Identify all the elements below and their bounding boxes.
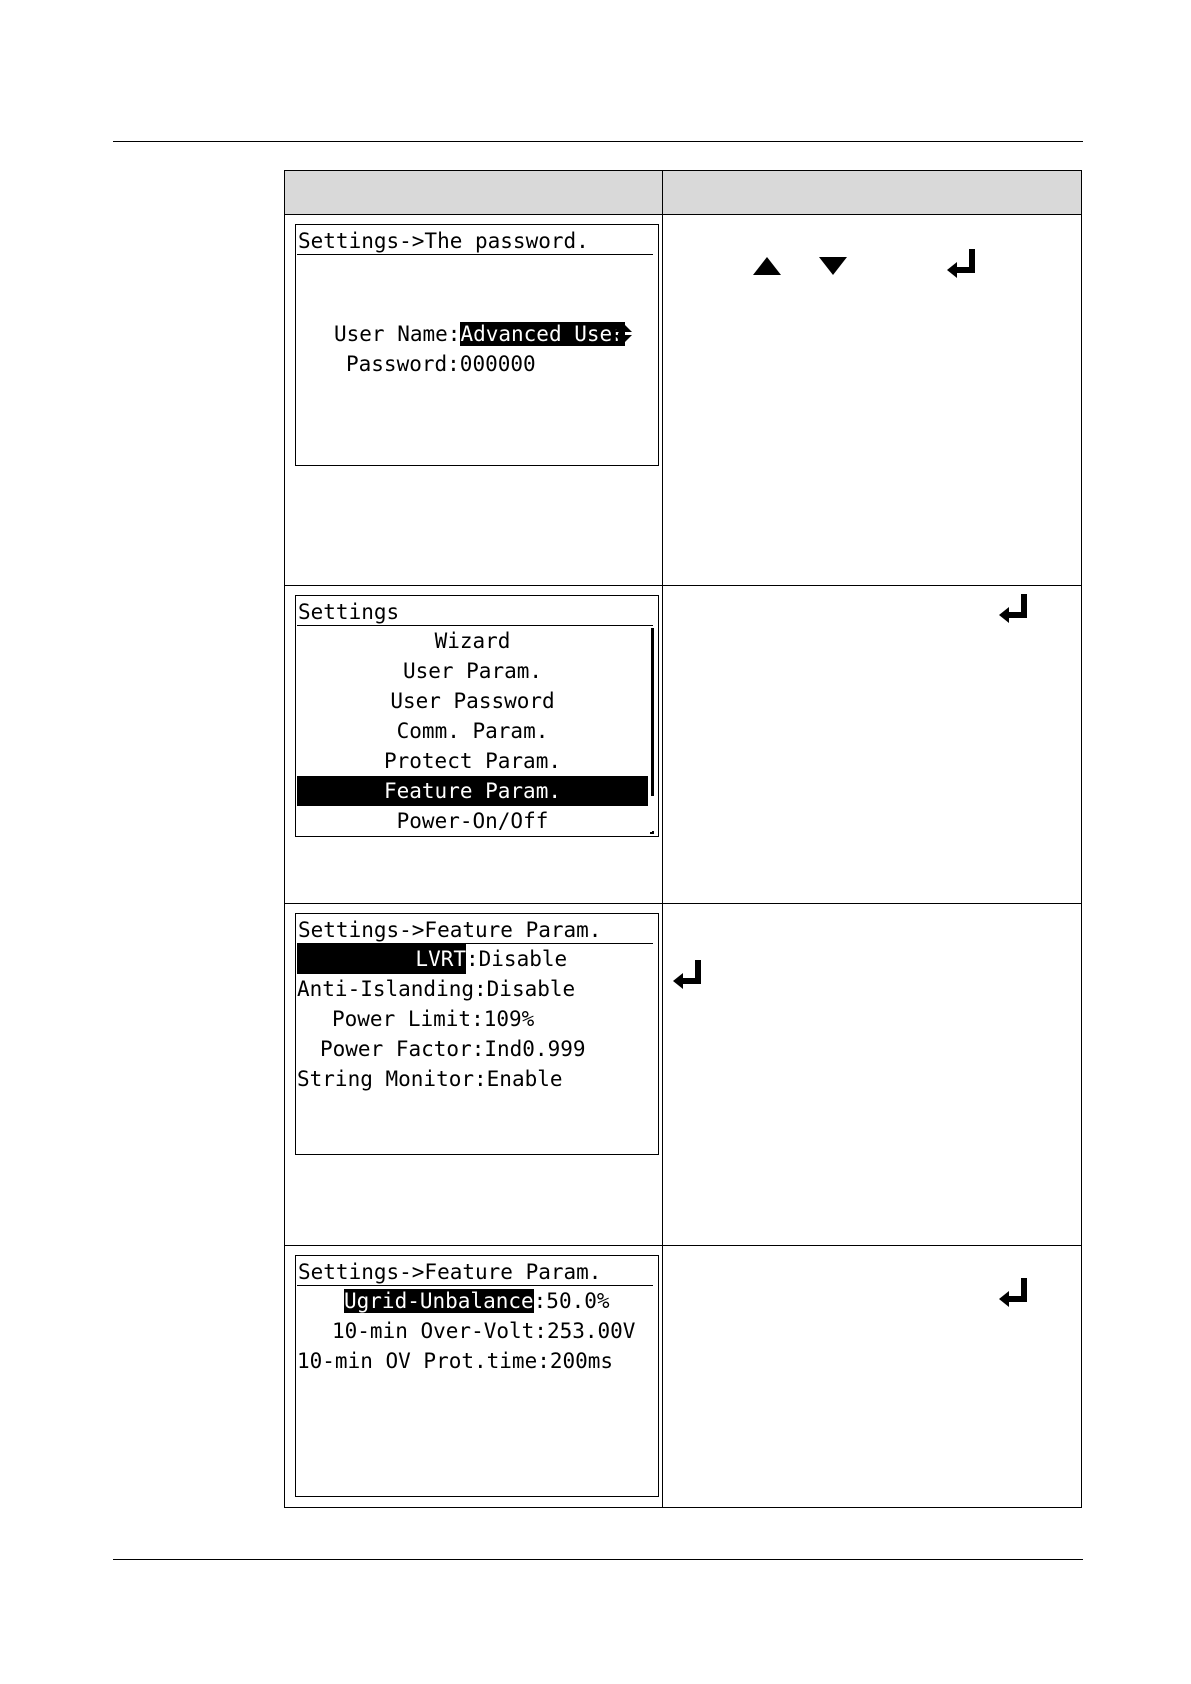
param-row-power-factor[interactable]: [320, 1034, 586, 1064]
param-value: :109%: [471, 1007, 535, 1031]
menu-item-wizard[interactable]: Wizard: [434, 629, 511, 653]
screen-cell: [285, 904, 663, 1246]
screen-cell: [285, 1246, 663, 1508]
param-label: Anti-Islanding: [297, 977, 475, 1001]
menu-item-feature-param[interactable]: Feature Param.: [297, 776, 648, 806]
screen-title: Settings->Feature Param.: [297, 1257, 653, 1286]
menu-item-user-param[interactable]: User Param.: [402, 659, 543, 683]
screen-cell: [285, 215, 663, 586]
table-header-screen: [285, 171, 663, 215]
description-cell: [663, 1246, 1082, 1508]
up-arrow-icon: [753, 257, 781, 275]
footer-rule: [113, 1559, 1083, 1560]
table-row: [285, 215, 1082, 586]
lcd-settings-menu: [295, 595, 659, 837]
param-value: :50.0%: [533, 1289, 610, 1313]
param-row-power-limit[interactable]: [332, 1004, 534, 1034]
table-row: [285, 1246, 1082, 1508]
param-value: :253.00V: [534, 1319, 636, 1343]
lcd-feature-param-screen: [295, 913, 659, 1155]
table-row: [285, 904, 1082, 1246]
param-label: Power Limit: [332, 1007, 472, 1031]
param-label: 10-min Over-Volt: [332, 1319, 535, 1343]
settings-menu: [297, 626, 648, 836]
param-label: String Monitor: [297, 1067, 475, 1091]
password-line: [346, 349, 536, 379]
menu-item-comm-param[interactable]: Comm. Param.: [396, 719, 549, 743]
up-down-icon: [614, 323, 632, 345]
description-cell: [663, 215, 1082, 586]
table-header-row: [285, 171, 1082, 215]
param-row-ugrid-unbalance[interactable]: [344, 1286, 610, 1316]
param-value: :Disable: [466, 947, 568, 971]
param-row-anti-islanding[interactable]: [297, 974, 575, 1004]
scroll-end-marker: [650, 831, 654, 834]
screen-cell: [285, 586, 663, 904]
param-row-10min-ov-prot-time[interactable]: [297, 1346, 613, 1376]
param-label: 10-min OV Prot.time: [297, 1349, 538, 1373]
screen-title: Settings->Feature Param.: [297, 915, 653, 944]
menu-item-user-password[interactable]: User Password: [390, 689, 555, 713]
lcd-password-screen: [295, 224, 659, 466]
user-name-label: User Name:: [334, 322, 461, 346]
param-value: :Enable: [474, 1067, 563, 1091]
description-cell: [663, 904, 1082, 1246]
lcd-feature-param-screen-2: [295, 1255, 659, 1497]
param-label: LVRT: [297, 944, 466, 974]
param-label: Power Factor: [320, 1037, 472, 1061]
enter-icon: [673, 960, 703, 990]
param-row-string-monitor[interactable]: [297, 1064, 563, 1094]
screen-title: Settings: [297, 597, 653, 626]
param-row-lvrt[interactable]: [297, 944, 567, 974]
down-arrow-icon: [819, 257, 847, 275]
param-value: :Ind0.999: [471, 1037, 586, 1061]
menu-item-protect-param[interactable]: Protect Param.: [383, 749, 561, 773]
password-value[interactable]: 000000: [459, 352, 536, 376]
param-row-10min-over-volt[interactable]: [332, 1316, 635, 1346]
param-label: Ugrid-Unbalance: [344, 1289, 534, 1313]
table-header-description: [663, 171, 1082, 215]
screen-title: Settings->The password.: [297, 226, 653, 255]
description-cell: [663, 586, 1082, 904]
user-name-line: [334, 319, 625, 349]
user-name-value[interactable]: Advanced User: [460, 322, 625, 346]
procedure-table: [284, 170, 1082, 1508]
enter-icon: [999, 1278, 1029, 1308]
enter-icon: [999, 594, 1029, 624]
param-value: :Disable: [474, 977, 576, 1001]
menu-item-power-on-off[interactable]: Power-On/Off: [396, 809, 549, 833]
enter-icon: [947, 249, 977, 279]
param-value: :200ms: [537, 1349, 614, 1373]
table-row: [285, 586, 1082, 904]
menu-scrollbar[interactable]: [651, 628, 654, 796]
header-rule: [113, 141, 1083, 142]
password-label: Password:: [346, 352, 460, 376]
